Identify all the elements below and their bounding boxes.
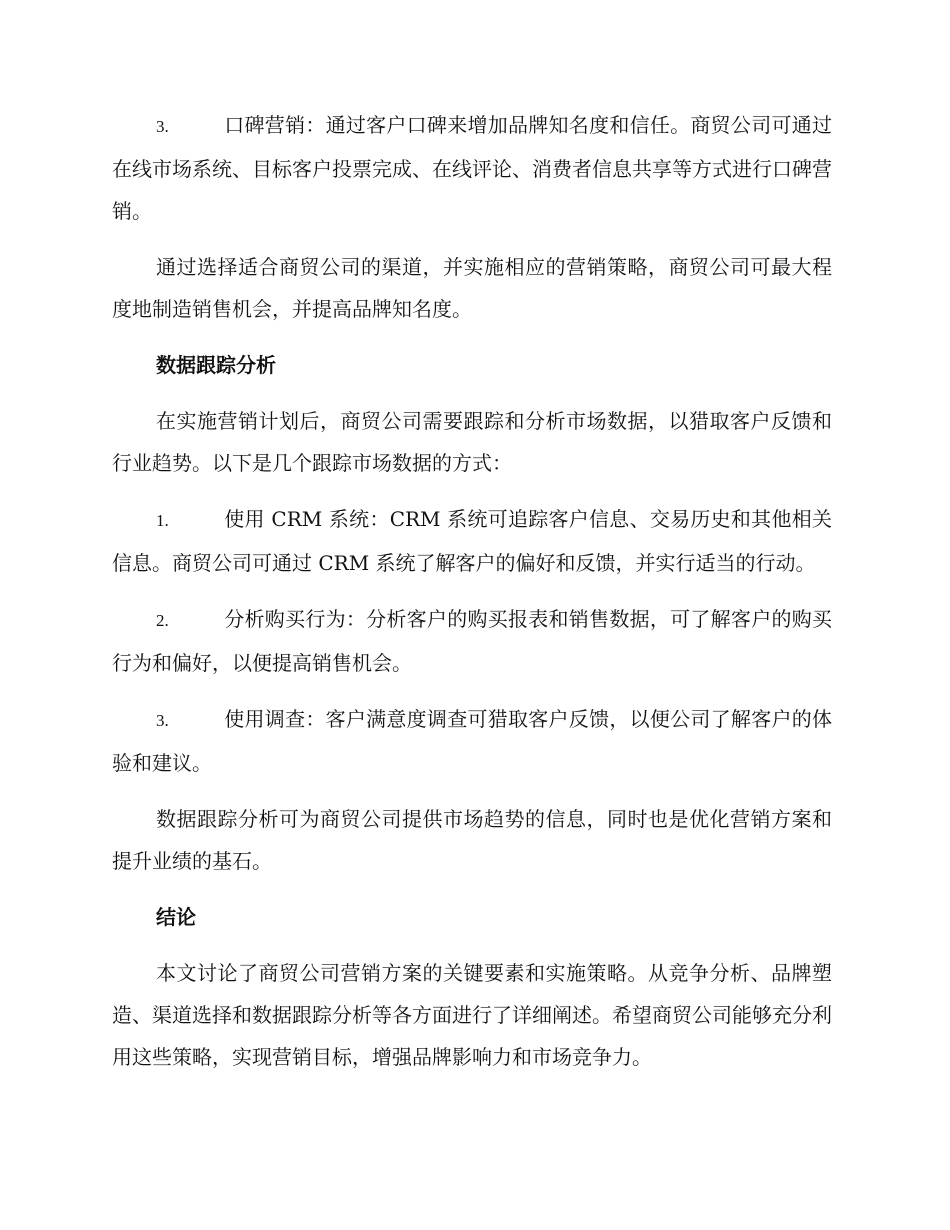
list-item-crm: [112, 498, 832, 584]
list-number: 3.: [156, 117, 169, 136]
list-item-survey: [112, 698, 832, 784]
list-number: 1.: [156, 511, 169, 530]
heading-conclusion: 结论: [156, 905, 196, 929]
list-text: 使用调查：客户满意度调查可猎取客户反馈，以便公司了解客户的体验和建议。: [112, 707, 832, 775]
paragraph-data-summary: 数据跟踪分析可为商贸公司提供市场趋势的信息，同时也是优化营销方案和提升业绩的基石。: [112, 807, 832, 873]
paragraph-conclusion: 本文讨论了商贸公司营销方案的关键要素和实施策略。从竞争分析、品牌塑造、渠道选择和数据跟踪分析等各方面进行了详细阐述。希望商贸公司能够充分利用这些策略，实现营销目标，增强品牌影响力和市场竞争力。: [112, 961, 832, 1069]
list-text: 口碑营销：通过客户口碑来增加品牌知名度和信任。商贸公司可通过在线市场系统、目标客户投票完成、在线评论、消费者信息共享等方式进行口碑营销。: [112, 113, 832, 223]
document-page: [112, 104, 832, 1092]
paragraph-data-intro: 在实施营销计划后，商贸公司需要跟踪和分析市场数据，以猎取客户反馈和行业趋势。以下是几个跟踪市场数据的方式：: [112, 409, 832, 475]
list-item-word-of-mouth: [112, 104, 832, 232]
list-number: 2.: [156, 611, 169, 630]
paragraph-channels: 通过选择适合商贸公司的渠道，并实施相应的营销策略，商贸公司可最大程度地制造销售机会，并提高品牌知名度。: [112, 255, 832, 321]
list-number: 3.: [156, 711, 169, 730]
list-text: 使用 CRM 系统：CRM 系统可追踪客户信息、交易历史和其他相关信息。商贸公司可通过 CRM 系统了解客户的偏好和反馈，并实行适当的行动。: [112, 507, 832, 575]
list-item-purchase-behavior: [112, 598, 832, 684]
list-text: 分析购买行为：分析客户的购买报表和销售数据，可了解客户的购买行为和偏好，以便提高销售机会。: [112, 607, 832, 675]
heading-data-tracking: 数据跟踪分析: [156, 353, 276, 377]
